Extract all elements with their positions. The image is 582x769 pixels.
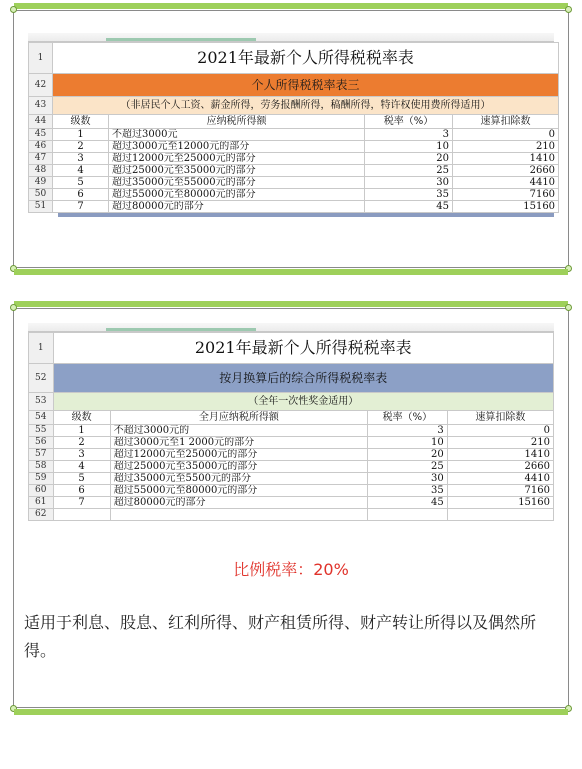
corner-dot <box>10 6 17 13</box>
row-number: 42 <box>29 74 53 97</box>
level-cell: 4 <box>53 461 110 473</box>
row-number: 47 <box>29 153 53 165</box>
selected-column-marker <box>106 328 256 331</box>
row-number: 52 <box>29 364 54 393</box>
table-band-title: 按月换算后的综合所得税税率表 <box>53 364 554 393</box>
deduction-cell: 4410 <box>453 177 559 189</box>
corner-dot <box>10 265 17 272</box>
table-row <box>29 177 559 189</box>
deduction-cell: 4410 <box>447 473 553 485</box>
table-row <box>29 425 554 437</box>
level-cell: 1 <box>53 425 110 437</box>
rate-cell: 20 <box>368 449 448 461</box>
rate-cell: 45 <box>365 201 453 213</box>
tax-rate-table-3 <box>28 42 559 213</box>
table-row <box>29 201 559 213</box>
tax-table-card-1 <box>13 10 569 268</box>
corner-dot <box>565 705 572 712</box>
column-header-strip <box>28 33 554 42</box>
rate-cell: 3 <box>365 129 453 141</box>
rate-cell: 20 <box>365 153 453 165</box>
rate-cell: 10 <box>365 141 453 153</box>
corner-dot <box>565 6 572 13</box>
level-cell: 5 <box>53 473 110 485</box>
subtitle-row <box>29 97 559 115</box>
row-number: 54 <box>29 411 54 425</box>
table-row <box>29 189 559 201</box>
title-row <box>29 333 554 364</box>
row-number: 58 <box>29 461 54 473</box>
table-band-title: 个人所得税税率表三 <box>53 74 559 97</box>
range-cell: 超过80000元的部分 <box>110 497 367 509</box>
column-header-strip <box>28 323 554 332</box>
range-cell: 超过25000元至35000元的部分 <box>109 165 365 177</box>
range-cell: 超过3000元至12000元的部分 <box>109 141 365 153</box>
row-number: 1 <box>29 43 53 74</box>
table-bottom-border <box>58 213 554 217</box>
table-row <box>29 473 554 485</box>
level-cell: 3 <box>53 153 109 165</box>
rate-cell: 3 <box>368 425 448 437</box>
deduction-cell: 15160 <box>453 201 559 213</box>
row-number: 43 <box>29 97 53 115</box>
deduction-cell: 210 <box>453 141 559 153</box>
deduction-cell: 2660 <box>447 461 553 473</box>
monthly-tax-rate-table <box>28 332 554 521</box>
table-row <box>29 129 559 141</box>
range-cell: 超过25000元至35000元的部分 <box>110 461 367 473</box>
range-cell: 超过80000元的部分 <box>109 201 365 213</box>
level-cell: 1 <box>53 129 109 141</box>
row-number: 1 <box>29 333 54 364</box>
table-row <box>29 153 559 165</box>
deduction-cell: 7160 <box>447 485 553 497</box>
range-cell: 超过35000元至55000元的部分 <box>109 177 365 189</box>
table-row <box>29 141 559 153</box>
table-row <box>29 437 554 449</box>
level-cell: 6 <box>53 189 109 201</box>
row-number: 55 <box>29 425 54 437</box>
deduction-cell: 2660 <box>453 165 559 177</box>
column-header: 税率（%） <box>368 411 448 425</box>
corner-dot <box>10 705 17 712</box>
level-cell: 7 <box>53 497 110 509</box>
row-number: 46 <box>29 141 53 153</box>
corner-dot <box>565 304 572 311</box>
table-row <box>29 485 554 497</box>
row-number: 50 <box>29 189 53 201</box>
range-cell: 超过12000元至25000元的部分 <box>110 449 367 461</box>
rate-cell: 30 <box>368 473 448 485</box>
row-number: 56 <box>29 437 54 449</box>
column-header: 速算扣除数 <box>453 115 559 129</box>
rate-cell: 35 <box>365 189 453 201</box>
table-subtitle: （全年一次性奖金适用） <box>53 393 554 411</box>
range-cell: 超过55000元至80000元的部分 <box>110 485 367 497</box>
range-cell: 超过3000元至1 2000元的部分 <box>110 437 367 449</box>
range-cell: 不超过3000元的 <box>110 425 367 437</box>
column-header: 级数 <box>53 411 110 425</box>
rate-cell: 35 <box>368 485 448 497</box>
corner-dot <box>565 265 572 272</box>
table-row <box>29 165 559 177</box>
range-cell: 超过12000元至25000元的部分 <box>109 153 365 165</box>
band-row <box>29 74 559 97</box>
column-header: 全月应纳税所得额 <box>110 411 367 425</box>
header-row <box>29 411 554 425</box>
empty-cell <box>53 509 110 521</box>
range-cell: 超过35000元至5500元的部分 <box>110 473 367 485</box>
row-number: 60 <box>29 485 54 497</box>
column-header: 应纳税所得额 <box>109 115 365 129</box>
band-row <box>29 364 554 393</box>
row-number: 49 <box>29 177 53 189</box>
row-number: 62 <box>29 509 54 521</box>
selected-column-marker <box>106 38 256 41</box>
level-cell: 4 <box>53 165 109 177</box>
spreadsheet-screenshot <box>28 323 554 521</box>
header-row <box>29 115 559 129</box>
level-cell: 2 <box>53 141 109 153</box>
table-subtitle: （非居民个人工资、薪金所得，劳务报酬所得，稿酬所得，特许权使用费所得适用） <box>53 97 559 115</box>
level-cell: 7 <box>53 201 109 213</box>
rate-cell: 10 <box>368 437 448 449</box>
deduction-cell: 7160 <box>453 189 559 201</box>
tax-table-card-2 <box>13 308 569 708</box>
flat-rate-label: 比例税率：20% <box>233 560 349 579</box>
empty-cell <box>110 509 367 521</box>
column-header: 税率（%） <box>365 115 453 129</box>
row-number: 59 <box>29 473 54 485</box>
rate-cell: 25 <box>368 461 448 473</box>
empty-row <box>29 509 554 521</box>
empty-cell <box>447 509 553 521</box>
range-cell: 超过55000元至80000元的部分 <box>109 189 365 201</box>
applicability-description: 适用于利息、股息、红利所得、财产租赁所得、财产转让所得以及偶然所得。 <box>24 613 537 660</box>
subtitle-row <box>29 393 554 411</box>
corner-dot <box>10 304 17 311</box>
table-row <box>29 461 554 473</box>
deduction-cell: 15160 <box>447 497 553 509</box>
rate-cell: 45 <box>368 497 448 509</box>
title-row <box>29 43 559 74</box>
level-cell: 3 <box>53 449 110 461</box>
table-row <box>29 449 554 461</box>
row-number: 61 <box>29 497 54 509</box>
rate-cell: 30 <box>365 177 453 189</box>
deduction-cell: 1410 <box>453 153 559 165</box>
row-number: 48 <box>29 165 53 177</box>
column-header: 速算扣除数 <box>447 411 553 425</box>
deduction-cell: 1410 <box>447 449 553 461</box>
level-cell: 2 <box>53 437 110 449</box>
deduction-cell: 0 <box>447 425 553 437</box>
level-cell: 6 <box>53 485 110 497</box>
row-number: 51 <box>29 201 53 213</box>
deduction-cell: 0 <box>453 129 559 141</box>
column-header: 级数 <box>53 115 109 129</box>
row-number: 44 <box>29 115 53 129</box>
spreadsheet-screenshot <box>28 33 554 217</box>
rate-cell: 25 <box>365 165 453 177</box>
deduction-cell: 210 <box>447 437 553 449</box>
table-row <box>29 497 554 509</box>
level-cell: 5 <box>53 177 109 189</box>
row-number: 53 <box>29 393 54 411</box>
table-title: 2021年最新个人所得税税率表 <box>53 43 559 74</box>
empty-cell <box>368 509 448 521</box>
row-number: 57 <box>29 449 54 461</box>
range-cell: 不超过3000元 <box>109 129 365 141</box>
row-number: 45 <box>29 129 53 141</box>
table-title: 2021年最新个人所得税税率表 <box>53 333 554 364</box>
